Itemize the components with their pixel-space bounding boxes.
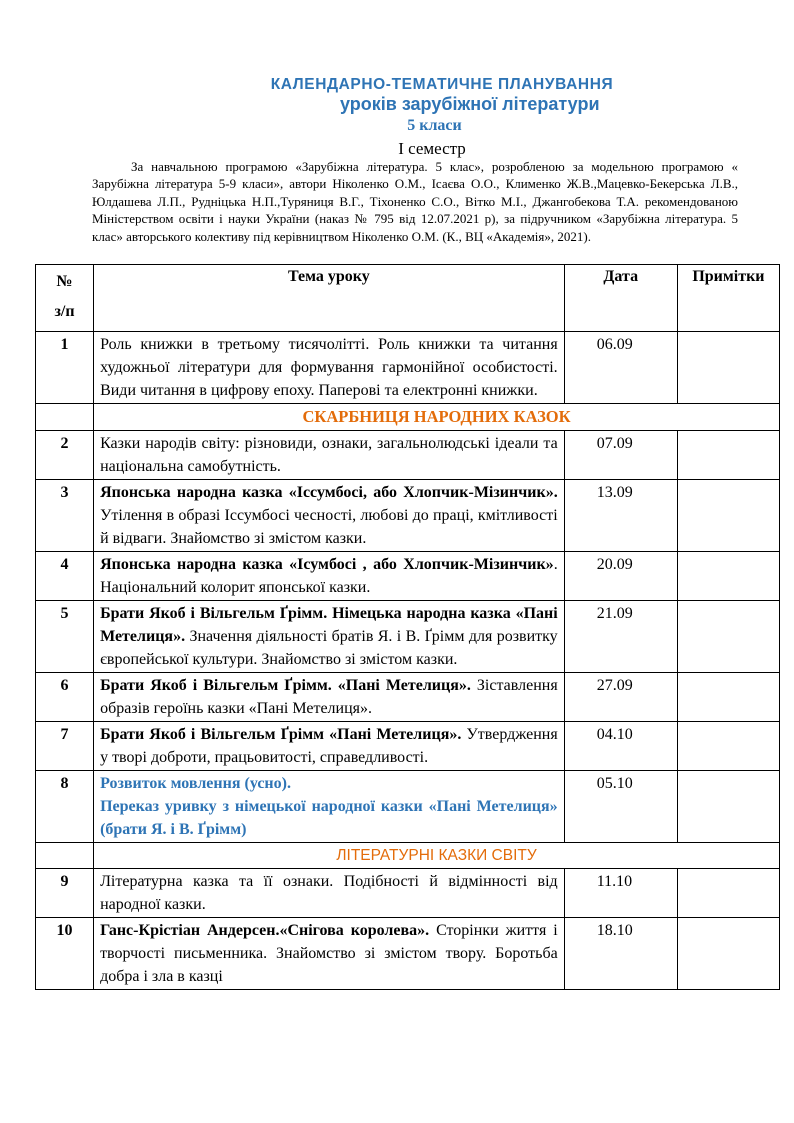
section-spacer [36, 843, 94, 869]
topic-text: Утвердження у творі доброти, працьовитості, справедливості. [100, 726, 558, 766]
row-notes [677, 869, 779, 918]
row-number: 10 [36, 918, 94, 990]
row-date: 04.10 [564, 722, 677, 771]
row-notes [677, 431, 779, 480]
topic-bold: Ганс-Крістіан Андерсен.«Снігова королева». [100, 922, 430, 939]
grade-label: 5 класи [407, 117, 462, 134]
speech-development-label: Розвиток мовлення (усно). [100, 775, 291, 792]
row-notes [677, 771, 779, 843]
topic-bold: Японська народна казка «Іссумбосі, або Хлопчик-Мізинчик». [100, 484, 558, 501]
speech-development-task: Переказ уривку з німецької народної казки «Пані Метелиця» (брати Я. і В. Ґрімм) [100, 798, 558, 838]
row-notes [677, 722, 779, 771]
topic-text: Утілення в образі Іссумбосі чесності, любові до праці, кмітливості й відваги. Знайомство зі змістом казки. [100, 507, 558, 547]
row-date: 13.09 [564, 480, 677, 552]
topic-bold: Японська народна казка «Ісумбосі , або Хлопчик-Мізинчик» [100, 556, 554, 573]
table-row [36, 673, 780, 722]
section-row [36, 404, 780, 431]
row-date: 18.10 [564, 918, 677, 990]
row-number: 9 [36, 869, 94, 918]
row-notes [677, 673, 779, 722]
lesson-plan-table [35, 264, 780, 990]
row-number: 7 [36, 722, 94, 771]
row-topic [94, 552, 565, 601]
header-num [36, 265, 94, 332]
topic-text: Сторінки життя і творчості письменника. Знайомство зі змістом твору. Боротьба добра і зла в казці [100, 922, 558, 985]
section-label: СКАРБНИЦЯ НАРОДНИХ КАЗОК [302, 407, 571, 426]
topic-text: Роль книжки в третьому тисячолітті. Роль книжки та читання художньої літератури для формування гармонійної особистості. Види читання в цифрову епоху. Паперові та електронні книжки. [100, 336, 558, 399]
row-topic [94, 480, 565, 552]
header-notes: Примітки [677, 265, 779, 332]
table-row [36, 480, 780, 552]
row-topic [94, 722, 565, 771]
section-spacer [36, 404, 94, 431]
row-topic [94, 771, 565, 843]
row-number: 6 [36, 673, 94, 722]
header-topic: Тема уроку [94, 265, 565, 332]
row-notes [677, 552, 779, 601]
row-number: 3 [36, 480, 94, 552]
row-topic [94, 601, 565, 673]
table-header-row [36, 265, 780, 332]
row-number: 5 [36, 601, 94, 673]
row-date: 07.09 [564, 431, 677, 480]
document-subtitle: уроків зарубіжної літератури [340, 94, 600, 114]
section-label: ЛІТЕРАТУРНІ КАЗКИ СВІТУ [336, 847, 537, 864]
topic-text: Казки народів світу: різновиди, ознаки, загальнолюдські ідеали та національна самобутність. [100, 435, 558, 475]
table-row [36, 431, 780, 480]
row-number: 2 [36, 431, 94, 480]
topic-bold: Брати Якоб і Вільгельм Ґрімм. Німецька народна казка «Пані Метелиця». [100, 605, 558, 645]
semester-label: I семестр [398, 139, 466, 158]
table-row [36, 869, 780, 918]
row-topic [94, 673, 565, 722]
section-row [36, 843, 780, 869]
topic-text: . Національний колорит японської казки. [100, 556, 558, 596]
row-date: 27.09 [564, 673, 677, 722]
table-row [36, 771, 780, 843]
intro-paragraph: За навчальною програмою «Зарубіжна література. 5 клас», розробленою за модельною програмою « Зарубіжна література 5-9 класи», автори Ніколенко О.М., Ісаєва О.О., Клименко Ж.В.,Мацевко-Бекерська Л.В., Юлдашева Л.П., Рудніцька Н.П.,Туряниця В.Г., Тіхоненко С.О., Вітко М.І., Джангобекова Т.А. рекомендованою Міністерством освіти і науки України (наказ № 795 від 12.07.2021 р), за підручником «Зарубіжна література. 5 клас» авторського колективу під керівництвом Ніколенко О.М. (К., ВЦ «Академія», 2021). [92, 159, 738, 244]
row-date: 11.10 [564, 869, 677, 918]
row-date: 05.10 [564, 771, 677, 843]
table-row [36, 722, 780, 771]
header-num-line1: № [56, 273, 73, 290]
row-number: 4 [36, 552, 94, 601]
row-number: 8 [36, 771, 94, 843]
row-topic [94, 332, 565, 404]
row-notes [677, 480, 779, 552]
table-row [36, 918, 780, 990]
topic-text: Значення діяльності братів Я. і В. Ґрімм для розвитку європейської культури. Знайомство зі змістом казки. [100, 628, 558, 668]
topic-bold: Брати Якоб і Вільгельм Ґрімм «Пані Метелиця». [100, 726, 462, 743]
table-row [36, 601, 780, 673]
row-date: 21.09 [564, 601, 677, 673]
header-date: Дата [564, 265, 677, 332]
row-date: 20.09 [564, 552, 677, 601]
topic-text: Зіставлення образів героїнь казки «Пані Метелиця». [100, 677, 558, 717]
topic-bold: Брати Якоб і Вільгельм Ґрімм. «Пані Метелиця». [100, 677, 471, 694]
header-num-line2: з/п [54, 303, 75, 320]
row-topic [94, 918, 565, 990]
section-title [94, 404, 780, 431]
topic-text: Літературна казка та її ознаки. Подібності й відмінності від народної казки. [100, 873, 558, 913]
row-topic [94, 431, 565, 480]
row-notes [677, 332, 779, 404]
row-topic [94, 869, 565, 918]
row-notes [677, 918, 779, 990]
row-notes [677, 601, 779, 673]
table-row [36, 552, 780, 601]
row-date: 06.09 [564, 332, 677, 404]
section-title [94, 843, 780, 869]
document-title: КАЛЕНДАРНО-ТЕМАТИЧНЕ ПЛАНУВАННЯ [270, 76, 614, 93]
row-number: 1 [36, 332, 94, 404]
table-row [36, 332, 780, 404]
